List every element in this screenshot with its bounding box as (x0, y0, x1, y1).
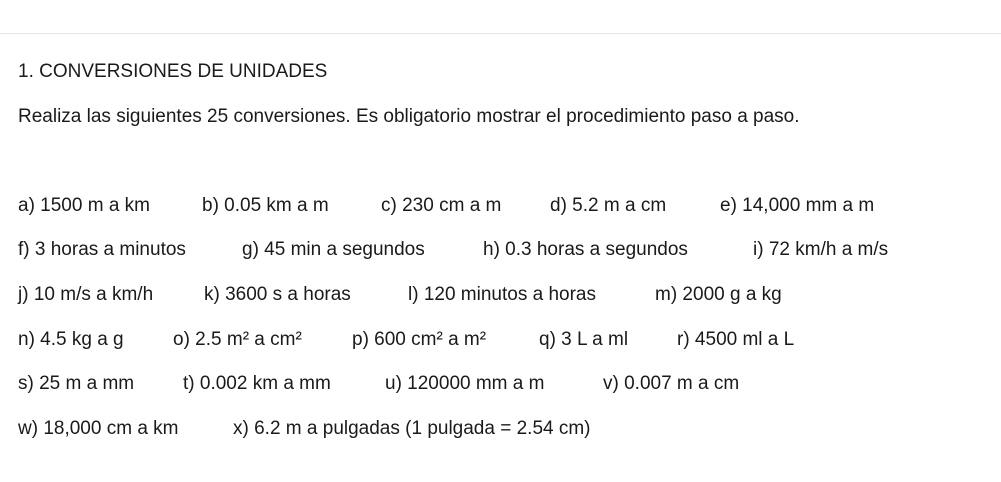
exercise-item: p) 600 cm² a m² (352, 329, 487, 350)
exercise-item: u) 120000 mm a m (385, 373, 545, 394)
exercise-item: b) 0.05 km a m (202, 195, 329, 216)
exercise-item: d) 5.2 m a cm (550, 195, 667, 216)
exercise-item: f) 3 horas a minutos (18, 239, 186, 260)
exercise-item: j) 10 m/s a km/h (18, 284, 154, 305)
exercise-item: h) 0.3 horas a segundos (483, 239, 688, 260)
exercise-item: r) 4500 ml a L (677, 329, 795, 350)
exercise-item: w) 18,000 cm a km (18, 418, 179, 439)
exercise-item: l) 120 minutos a horas (408, 284, 596, 305)
exercise-item: e) 14,000 mm a m (720, 195, 875, 216)
exercise-item: g) 45 min a segundos (242, 239, 425, 260)
exercise-item: x) 6.2 m a pulgadas (1 pulgada = 2.54 cm) (233, 418, 591, 439)
section-title: 1. CONVERSIONES DE UNIDADES (18, 61, 328, 82)
exercise-item: a) 1500 m a km (18, 195, 150, 216)
exercise-item: o) 2.5 m² a cm² (173, 329, 302, 350)
instructions-text: Realiza las siguientes 25 conversiones. Es obligatorio mostrar el procedimiento paso a paso. (18, 106, 800, 127)
exercise-item: t) 0.002 km a mm (183, 373, 331, 394)
top-divider (0, 33, 1001, 34)
exercise-item: v) 0.007 m a cm (603, 373, 740, 394)
exercise-item: k) 3600 s a horas (204, 284, 351, 305)
exercise-item: i) 72 km/h a m/s (753, 239, 889, 260)
exercise-item: c) 230 cm a m (381, 195, 502, 216)
exercise-item: s) 25 m a mm (18, 373, 135, 394)
exercise-item: q) 3 L a ml (539, 329, 629, 350)
exercise-item: m) 2000 g a kg (655, 284, 782, 305)
exercise-item: n) 4.5 kg a g (18, 329, 124, 350)
